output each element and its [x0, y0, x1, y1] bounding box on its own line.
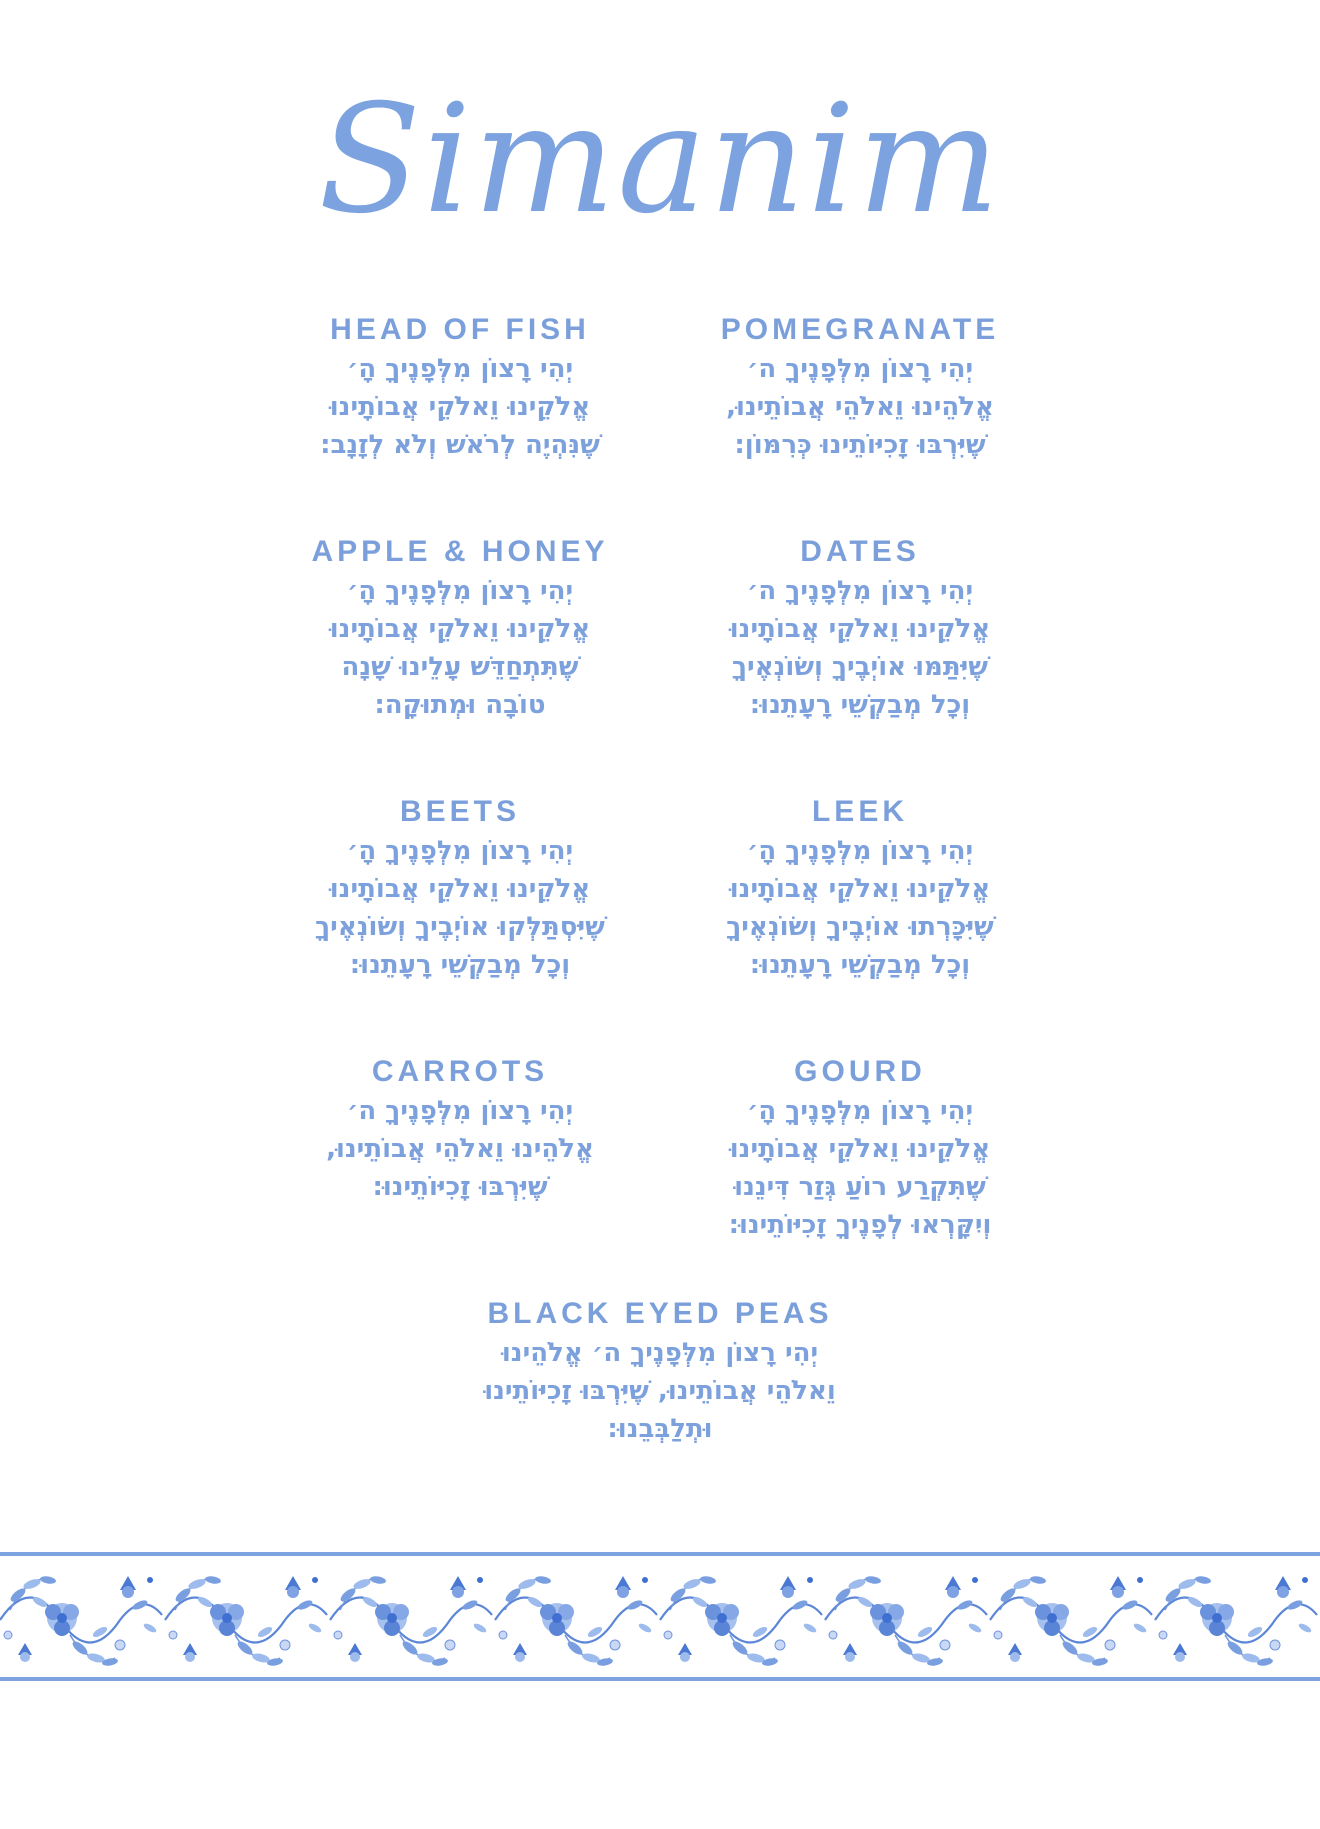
- blessing-name: APPLE & HONEY: [311, 535, 609, 568]
- floral-border: [0, 1550, 1320, 1685]
- blessing-head-of-fish: [260, 312, 660, 464]
- blessing-text: [260, 1092, 660, 1206]
- blessing-line: יְהִי רָצוֹן מִלְּפָנֶיךָ הָ׳: [746, 1096, 974, 1126]
- blessing-name: BEETS: [399, 795, 521, 828]
- blessing-carrots: [260, 1054, 660, 1206]
- blessing-name: DATES: [800, 535, 920, 568]
- blessing-line: שֶׁיִּתַּמּוּ אוֹיְבֶיךָ וְשׂוֹנְאֶיךָ: [732, 652, 988, 682]
- blessing-line: אֱלֹקֵינוּ וֵאלֹקֵי אֲבוֹתָינוּ: [329, 874, 591, 904]
- blessing-line: יְהִי רָצוֹן מִלְּפָנֶיךָ ה׳: [746, 576, 974, 606]
- blessing-line: אֱלֹקֵינוּ וֵאלֹקֵי אֲבוֹתָינוּ: [729, 614, 991, 644]
- blessing-name: BLACK EYED PEAS: [487, 1297, 833, 1330]
- blessing-line: אֱלֹהֵינוּ וֵאלֹהֵי אֲבוֹתֵינוּ,: [326, 1134, 594, 1164]
- blessing-black-eyed-peas: [360, 1296, 960, 1448]
- blessing-line: טוֹבָה וּמְתוּקָה:: [374, 690, 546, 720]
- blessing-pomegranate: [660, 312, 1060, 464]
- page-title: Simanim: [318, 73, 1002, 247]
- blessing-line: יְהִי רָצוֹן מִלְּפָנֶיךָ הָ׳: [346, 576, 574, 606]
- blessing-apple-honey: [260, 534, 660, 724]
- blessing-line: שֶׁיִּסְתַּלְּקוּ אוֹיְבֶיךָ וְשׂוֹנְאֶיךָ: [315, 912, 605, 942]
- blessing-text: [660, 350, 1060, 464]
- blessing-line: שֶׁנִּהְיֶה לְרֹאשׁ וְלֹא לְזָנָב:: [320, 430, 600, 460]
- floral-border-icon: [0, 1550, 1320, 1685]
- blessing-text: [360, 1334, 960, 1448]
- blessing-line: יְהִי רָצוֹן מִלְּפָנֶיךָ הָ׳: [746, 836, 974, 866]
- blessing-line: יְהִי רָצוֹן מִלְּפָנֶיךָ הָ׳: [346, 836, 574, 866]
- blessing-name: HEAD OF FISH: [330, 313, 590, 346]
- blessing-text: [660, 572, 1060, 724]
- blessing-line: אֱלֹקֵינוּ וֵאלֹקֵי אֲבוֹתָינוּ: [729, 874, 991, 904]
- blessing-line: וְכָל מְבַקְשֵׁי רָעָתֵנוּ:: [749, 690, 971, 720]
- blessing-line: וּתְלַבְּבֵנוּ:: [607, 1414, 713, 1444]
- blessing-line: יְהִי רָצוֹן מִלְּפָנֶיךָ הָ׳: [346, 354, 574, 384]
- blessing-line: אֱלֹקֵינוּ וֵאלֹקֵי אֲבוֹתָינוּ: [729, 1134, 991, 1164]
- blessing-text: [260, 350, 660, 464]
- blessing-line: אֱלֹקֵינוּ וֵאלֹקֵי אֲבוֹתָינוּ: [329, 614, 591, 644]
- blessing-line: וְכָל מְבַקְשֵׁי רָעָתֵנוּ:: [349, 950, 571, 980]
- blessing-line: שֶׁתִּקְרַע רוֹעַ גְּזַר דִּינֵנוּ: [734, 1172, 986, 1202]
- blessing-line: שֶׁיִּרְבּוּ זָכִיּוֹתֵינוּ כְּרִמּוֹן:: [734, 430, 986, 460]
- blessing-gourd: [660, 1054, 1060, 1244]
- blessing-name: GOURD: [794, 1055, 926, 1088]
- blessing-name: LEEK: [811, 795, 908, 828]
- blessing-line: שֶׁיִּרְבּוּ זָכִיּוֹתֵינוּ:: [372, 1172, 548, 1202]
- blessing-line: וְיִקָּרְאוּ לְפָנֶיךָ זָכִיּוֹתֵינוּ:: [728, 1210, 992, 1240]
- blessing-beets: [260, 794, 660, 984]
- blessing-text: [260, 832, 660, 984]
- blessing-dates: [660, 534, 1060, 724]
- blessing-leek: [660, 794, 1060, 984]
- blessing-text: [260, 572, 660, 724]
- blessing-line: וֵאלֹהֵי אֲבוֹתֵינוּ, שֶׁיִּרְבּוּ זָכִיּוֹתֵינוּ: [484, 1376, 836, 1406]
- blessing-line: יְהִי רָצוֹן מִלְּפָנֶיךָ ה׳: [346, 1096, 574, 1126]
- blessing-line: יְהִי רָצוֹן מִלְּפָנֶיךָ ה׳: [746, 354, 974, 384]
- blessing-text: [660, 1092, 1060, 1244]
- blessing-text: [660, 832, 1060, 984]
- blessing-line: אֱלֹקֵינוּ וֵאלֹקֵי אֲבוֹתָינוּ: [329, 392, 591, 422]
- blessing-line: יְהִי רָצוֹן מִלְּפָנֶיךָ ה׳ אֱלֹהֵינוּ: [501, 1338, 819, 1368]
- blessing-name: CARROTS: [371, 1055, 549, 1088]
- blessing-name: POMEGRANATE: [720, 313, 1000, 346]
- blessing-line: שֶׁיִּכָּרְתוּ אוֹיְבֶיךָ וְשׂוֹנְאֶיךָ: [726, 912, 994, 942]
- blessing-line: וְכָל מְבַקְשֵׁי רָעָתֵנוּ:: [749, 950, 971, 980]
- blessing-line: אֱלֹהֵינוּ וֵאלֹהֵי אֲבוֹתֵינוּ,: [726, 392, 994, 422]
- blessing-line: שֶׁתִּתְחַדֵּשׁ עָלֵינוּ שָׁנָה: [341, 652, 579, 682]
